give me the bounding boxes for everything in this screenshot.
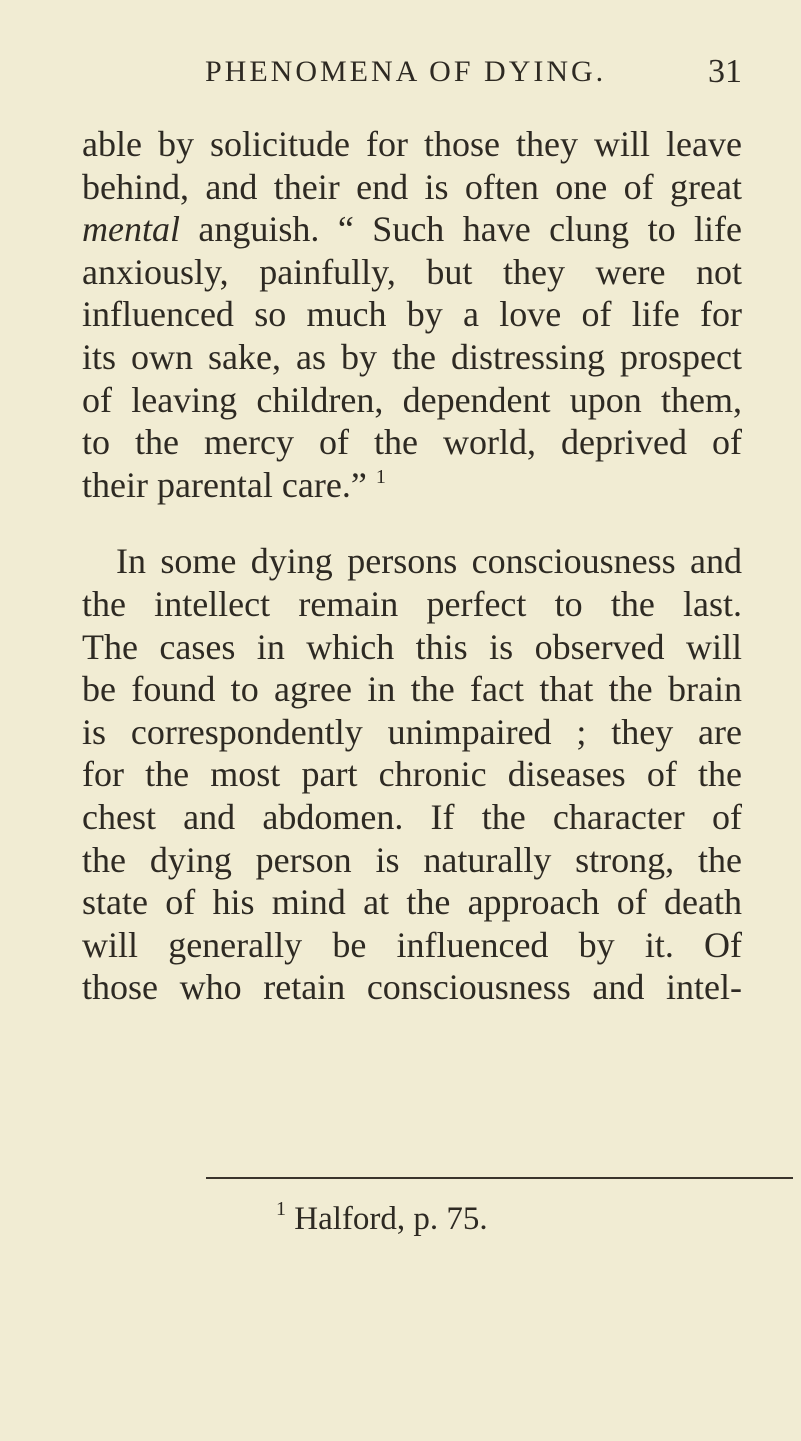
footnote-rule	[206, 1177, 793, 1179]
text-segment: anguish. “ Such have clung to life	[179, 209, 742, 250]
text-line: the dying person is naturally strong, the	[82, 839, 742, 880]
running-head	[0, 52, 801, 92]
running-title: PHENOMENA OF DYING.	[205, 55, 607, 88]
text-line: able by solicitude for those they will leave	[82, 124, 742, 164]
paragraph-gap	[82, 506, 742, 540]
text-line: the intellect remain perfect to the last.	[82, 583, 742, 624]
text-line: behind, and their end is often one of great	[82, 166, 742, 207]
page-number: 31	[708, 53, 742, 90]
text-line: state of his mind at the approach of death	[82, 882, 742, 923]
text-line: to the mercy of the world, deprived of	[82, 422, 742, 463]
text-line: chest and abdomen. If the character of	[82, 796, 742, 837]
text-line: The cases in which this is observed will	[82, 626, 742, 667]
text-line: be found to agree in the fact that the brain	[82, 669, 742, 710]
text-line	[82, 208, 742, 251]
paragraph	[82, 540, 742, 1009]
text-line: will generally be influenced by it. Of	[82, 924, 742, 965]
footnote-text: Halford, p. 75.	[286, 1201, 488, 1237]
paragraph	[82, 123, 742, 506]
text-line: influenced so much by a love of life for	[82, 294, 742, 335]
body-text	[82, 123, 742, 1009]
footnote-reference: 1	[375, 465, 386, 488]
text-line: its own sake, as by the distressing prospect	[82, 336, 742, 377]
footnote-marker: 1	[276, 1198, 286, 1220]
text-line: In some dying persons consciousness and	[116, 541, 742, 582]
text-line: of leaving children, dependent upon them,	[82, 379, 742, 420]
text-segment: their parental care.”	[82, 464, 376, 505]
text-line: anxiously, painfully, but they were not	[82, 251, 742, 292]
footnote	[276, 1197, 488, 1241]
text-line: for the most part chronic diseases of the	[82, 754, 742, 795]
text-line: is correspondently unimpaired ; they are	[82, 711, 742, 752]
text-line: those who retain consciousness and intel-	[82, 967, 742, 1008]
text-line	[82, 464, 742, 507]
emphasized-word: mental	[82, 209, 180, 250]
